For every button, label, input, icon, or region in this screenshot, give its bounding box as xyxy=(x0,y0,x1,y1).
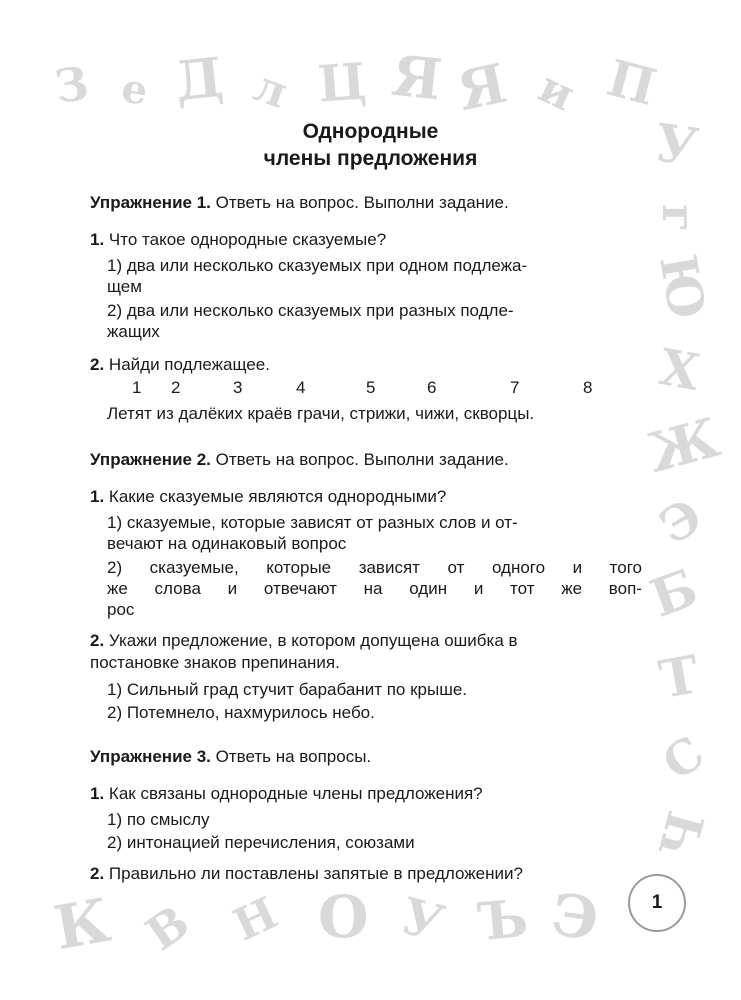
answer-option: 1) по смыслу xyxy=(107,810,210,829)
decor-letter: К xyxy=(49,885,116,965)
decor-letter: Э xyxy=(650,488,712,556)
question-number: 1. xyxy=(90,230,105,249)
question-number: 2. xyxy=(90,631,105,650)
answer-option-cont: жащих xyxy=(107,322,160,341)
question-number: 2. xyxy=(90,864,105,883)
word: того xyxy=(609,558,642,577)
question-text: Что такое однородные сказуемые? xyxy=(108,230,387,249)
decor-letter: Т xyxy=(654,644,704,711)
word-number: 3 xyxy=(233,378,243,397)
word: и xyxy=(227,579,238,598)
decor-letter: Ю xyxy=(648,250,718,324)
word-number: 7 xyxy=(510,378,520,397)
exercise3-instruction: Ответь на вопросы. xyxy=(215,747,372,766)
word: от xyxy=(447,558,465,577)
word: же xyxy=(561,579,583,598)
answer-option: 2) интонацией перечисления, союзами xyxy=(107,833,415,852)
decor-letter: О xyxy=(318,883,369,951)
answer-option-cont xyxy=(107,578,642,599)
word-number: 6 xyxy=(427,378,437,397)
word: же xyxy=(107,579,128,598)
word: слова xyxy=(154,579,201,598)
question-text: Укажи предложение, в котором допущена ошибка в xyxy=(108,631,518,650)
exercise1-heading xyxy=(90,192,509,213)
word: на xyxy=(363,579,383,598)
word: отвечают xyxy=(263,579,337,598)
exercise2-label: Упражнение 2. xyxy=(90,450,211,469)
decor-letter: Я xyxy=(388,42,445,114)
answer-option: 1) сказуемые, которые зависят от разных слов и от- xyxy=(107,513,518,532)
exercise3-q1 xyxy=(90,783,483,804)
answer-option xyxy=(107,557,642,578)
exercise1-q1 xyxy=(90,229,386,250)
exercise3-q2 xyxy=(90,863,523,884)
decor-letter: л xyxy=(247,60,294,119)
word: зависят xyxy=(358,558,420,577)
answer-option-cont: рос xyxy=(107,600,135,619)
question-number: 1. xyxy=(90,487,105,506)
question-text: Как связаны однородные члены предложения? xyxy=(108,784,483,803)
question-text: Какие сказуемые являются однородными? xyxy=(108,487,447,506)
question-text: Правильно ли поставлены запятые в предложении? xyxy=(108,864,523,883)
page-title-line1: Однородные xyxy=(302,120,439,143)
decor-letter: З xyxy=(51,55,92,115)
question-text-cont: постановке знаков препинания. xyxy=(90,653,340,672)
page-title-line2: члены предложения xyxy=(263,147,478,170)
question-number: 1. xyxy=(90,784,105,803)
decor-letter: Х xyxy=(655,337,704,402)
decor-letter: Ч xyxy=(647,805,717,865)
decor-letter: У xyxy=(395,885,450,954)
question-text: Найди подлежащее. xyxy=(108,355,270,374)
word: тот xyxy=(510,579,535,598)
word: и xyxy=(572,558,583,577)
answer-option: 1) Сильный град стучит барабанит по крыше. xyxy=(107,680,468,699)
decor-letter: С xyxy=(652,725,714,791)
exercise1-q2 xyxy=(90,354,270,375)
word: сказуемые, xyxy=(149,558,239,577)
word: и xyxy=(473,579,484,598)
question-number: 2. xyxy=(90,355,105,374)
page-number-badge: 1 xyxy=(628,874,686,932)
word-number: 4 xyxy=(296,378,306,397)
decor-letter: У xyxy=(651,112,702,179)
word: одного xyxy=(491,558,546,577)
word-number: 5 xyxy=(366,378,376,397)
decor-letter: В xyxy=(136,894,199,962)
word: 2) xyxy=(107,558,123,577)
decor-letter: Я xyxy=(451,50,512,124)
exercise2-q1 xyxy=(90,486,446,507)
word: воп- xyxy=(608,579,642,598)
decor-letter: Ц xyxy=(315,51,369,114)
word-number: 2 xyxy=(171,378,181,397)
word-number: 8 xyxy=(583,378,593,397)
word-number: 1 xyxy=(132,378,142,397)
decor-letter: и xyxy=(530,61,583,122)
word-number-row xyxy=(90,378,650,400)
exercise2-heading xyxy=(90,449,509,470)
exercise1-instruction: Ответь на вопрос. Выполни задание. xyxy=(215,193,509,212)
decor-letter: Ж xyxy=(640,404,726,486)
word: которые xyxy=(266,558,332,577)
exercise2-instruction: Ответь на вопрос. Выполни задание. xyxy=(215,450,509,469)
decor-letter: Ъ xyxy=(475,887,531,954)
decor-letter: е xyxy=(118,64,152,115)
decor-letter: Б xyxy=(642,557,706,630)
answer-option-cont: щем xyxy=(107,277,142,296)
exercise3-label: Упражнение 3. xyxy=(90,747,211,766)
exercise3-heading xyxy=(90,746,371,767)
decor-letter: г xyxy=(652,203,707,233)
answer-option: 2) два или несколько сказуемых при разных подле- xyxy=(107,301,514,320)
answer-option: 2) Потемнело, нахмурилось небо. xyxy=(107,703,375,722)
decor-letter: Э xyxy=(547,880,603,954)
answer-option: 1) два или несколько сказуемых при одном подлежа- xyxy=(107,256,528,275)
exercise2-q2 xyxy=(90,630,518,651)
answer-option-cont: вечают на одинаковый вопрос xyxy=(107,534,347,553)
decor-letter: П xyxy=(601,47,663,118)
subject-sentence: Летят из далёких краёв грачи, стрижи, чижи, скворцы. xyxy=(107,404,535,423)
decor-letter: Н xyxy=(225,887,286,952)
exercise1-label: Упражнение 1. xyxy=(90,193,211,212)
word: один xyxy=(409,579,448,598)
decor-letter: Д xyxy=(171,44,227,114)
